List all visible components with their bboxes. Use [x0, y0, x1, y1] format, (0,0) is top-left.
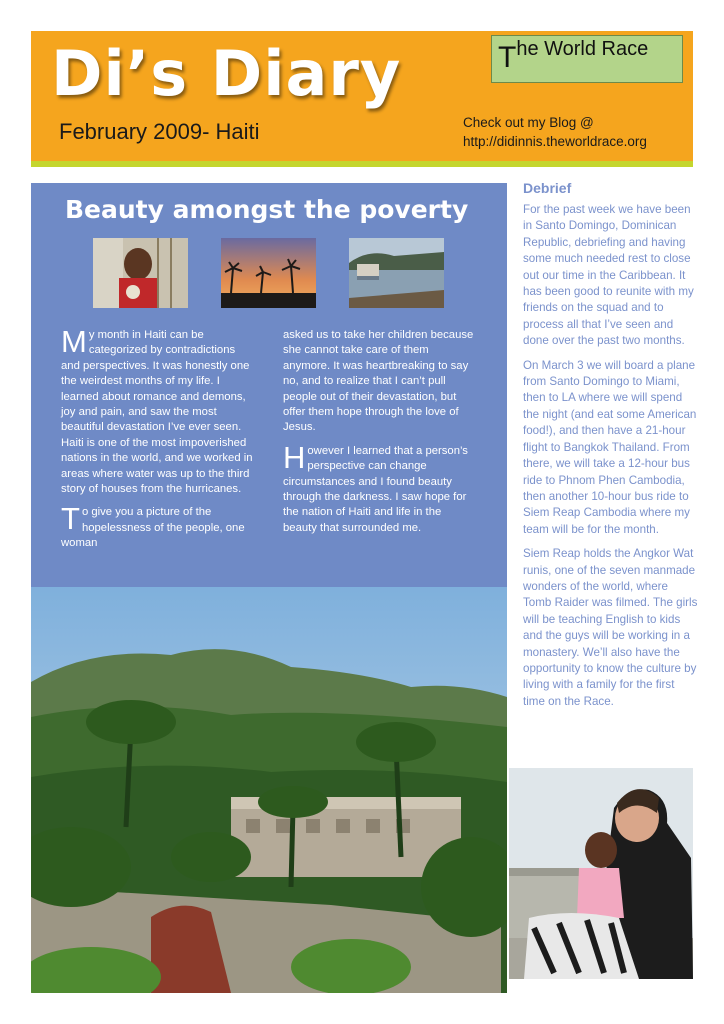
issue-date: February 2009- Haiti [59, 119, 260, 144]
sidebar-paragraph: On March 3 we will board a plane from Santo Domingo to Miami, then to LA where we will spend the night (and eat some American food!), and then have a 21-hour flight to Bangkok Thailand. From there, we will take a 12-hour bus ride to Phnom Phen Cambodia, then another 10-hour bus ride to Siem Reap Cambodia where my team will be for the month. [523, 358, 697, 536]
woman-with-child-photo [509, 768, 693, 979]
blog-url[interactable]: http://didinnis.theworldrace.org [463, 134, 647, 149]
article-column-2 [283, 328, 475, 544]
sidebar-paragraph: For the past week we have been in Santo Domingo, Dominican Republic, debriefing and having some much needed rest to close out our time in the Caribbean. It has been good to reunite with my friends on the squad and to process all that I’ve seen and done over the past two months. [523, 203, 694, 348]
header-banner [31, 31, 693, 161]
article-paragraph: My month in Haiti can be categorized by contradictions and perspectives. It was honestly one the weirdest months of my life. I learned about romance and demons, joy and pain, and saw the most beautiful devastation I’ve ever seen. Haiti is one of the most impoverished nations in the world, and we worked in areas where water was up to the third story of houses from the hurricanes. [61, 324, 253, 496]
debrief-sidebar [523, 180, 698, 718]
world-race-label: he World Race [516, 38, 649, 60]
haiti-landscape-photo [31, 587, 507, 993]
palm-sunset-photo [221, 238, 316, 308]
article-column-1 [61, 324, 253, 560]
article-heading: Beauty amongst the poverty [65, 195, 469, 224]
flooded-house-photo [349, 238, 444, 308]
sidebar-heading: Debrief [523, 180, 572, 196]
child-photo [93, 238, 188, 308]
world-race-cap: T [498, 41, 517, 74]
world-race-box [491, 35, 683, 83]
sidebar-paragraph: Siem Reap holds the Angkor Wat runis, one of the seven manmade wonders of the world, where Tomb Raider was filmed. The girls will be teaching English to kids and the guys will be working in a monastery. We’ll also have the opportunity to know the culture by living with a family for the first time on the Race. [523, 547, 698, 708]
article-paragraph: asked us to take her children because she cannot take care of them anymore. It was heartbreaking to say no, and to realize that I can’t pull people out of their devastation, but offer them hope through the love of Jesus. [283, 329, 474, 434]
drop-cap: T [61, 501, 80, 537]
blog-callout [463, 113, 647, 151]
header-stripe [31, 161, 693, 167]
drop-cap: H [283, 439, 306, 475]
article-panel [31, 183, 507, 587]
article-paragraph: To give you a picture of the hopelessness of the people, one woman [61, 501, 245, 550]
blog-label: Check out my Blog @ [463, 115, 594, 130]
newsletter-title: Di’s Diary [51, 37, 402, 110]
drop-cap: M [61, 324, 87, 359]
article-paragraph: However I learned that a person’s perspective can change circumstances and I found beauty through the darkness. I saw hope for the nation of Haiti and life in the beauty that surrounded me. [283, 439, 468, 534]
